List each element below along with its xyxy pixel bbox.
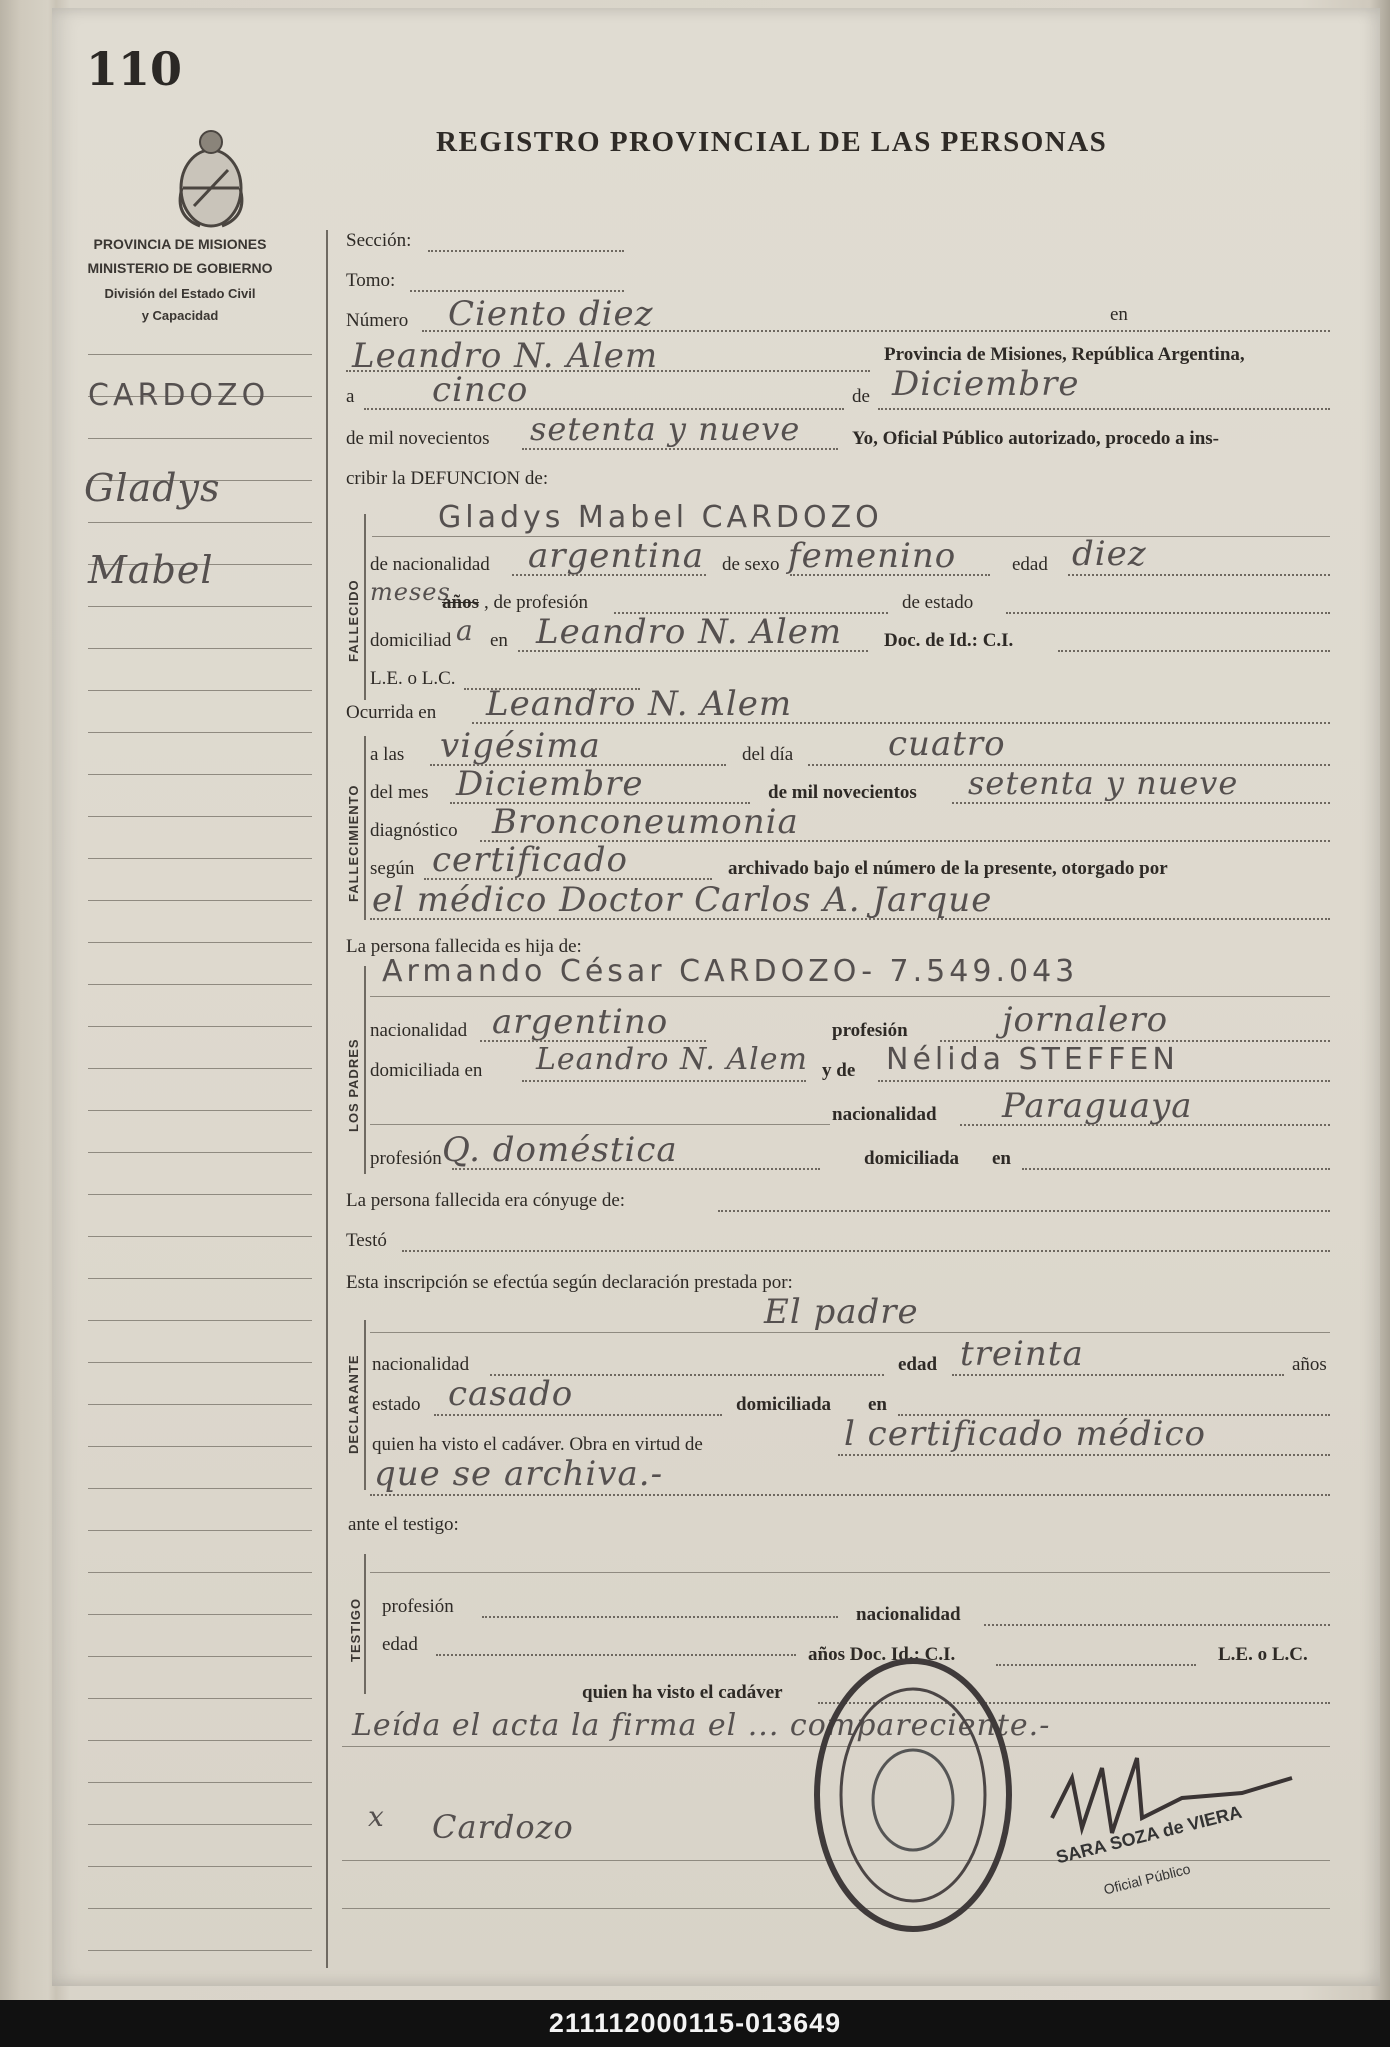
value-padre-nac: argentino: [492, 1002, 669, 1042]
label-numero: Número: [346, 310, 409, 331]
value-dia-fallec: cuatro: [888, 724, 1006, 764]
label-anos: años: [442, 592, 479, 613]
padres-bracket: [364, 966, 366, 1174]
margin-rule-line: [88, 1446, 312, 1447]
field-testigo-edad: [436, 1654, 796, 1656]
field-decl-estado: [434, 1414, 722, 1416]
margin-rule-line: [88, 1740, 312, 1741]
label-mil-novecientos-2: de mil novecientos: [768, 782, 917, 803]
label-en-f: en: [490, 630, 508, 651]
margin-rule-line: [88, 522, 312, 523]
label-nacionalidad-p: nacionalidad: [370, 1020, 468, 1041]
section-padres: LOS PADRES: [346, 1038, 361, 1132]
label-inscripcion: Esta inscripción se efectúa según declaración prestada por:: [346, 1272, 793, 1293]
field-padre: [370, 996, 1330, 997]
margin-rule-line: [88, 354, 312, 355]
label-diagnostico: diagnóstico: [370, 820, 458, 841]
value-padre-prof: jornalero: [1002, 1000, 1169, 1040]
value-nota: Leída el acta la firma el ... compareciente.-: [352, 1708, 1051, 1743]
value-declarante: El padre: [764, 1292, 919, 1332]
field-en: [1144, 330, 1330, 332]
value-edad: diez: [1072, 534, 1147, 574]
section-declarante: DECLARANTE: [346, 1354, 361, 1454]
value-hora: vigésima: [440, 726, 601, 766]
margin-rule-line: [88, 1950, 312, 1951]
field-testigo-prof: [482, 1616, 838, 1618]
value-ocurrida: Leandro N. Alem: [486, 684, 793, 724]
field-obra-1: [838, 1454, 1330, 1456]
label-le-lc: L.E. o L.C.: [370, 668, 456, 689]
stamp-title: Oficial Público: [1102, 1860, 1192, 1898]
label-nacionalidad-d: nacionalidad: [372, 1354, 470, 1375]
value-decl-edad: treinta: [960, 1334, 1084, 1374]
value-padre: Armando César CARDOZO- 7.549.043: [382, 954, 1079, 989]
value-obra-2: que se archiva.-: [374, 1454, 664, 1494]
field-madre-prof: [452, 1168, 820, 1170]
margin-rule-line: [88, 1068, 312, 1069]
field-testigo-doc: [996, 1664, 1196, 1666]
label-conyuge: La persona fallecida era cónyuge de:: [346, 1190, 626, 1211]
label-mil-novecientos: de mil novecientos: [346, 428, 490, 449]
label-a: a: [346, 386, 355, 407]
field-declarante: [370, 1332, 1330, 1333]
label-sexo: de sexo: [722, 554, 780, 575]
field-testo: [402, 1250, 1330, 1252]
field-anio: [522, 448, 838, 450]
value-diagnostico: Bronconeumonia: [492, 802, 799, 842]
margin-rule-line: [88, 900, 312, 901]
margin-rule-line: [88, 1530, 312, 1531]
margin-given-2: Mabel: [88, 548, 214, 592]
margin-rule-line: [88, 774, 312, 775]
field-sexo: [790, 574, 990, 576]
barcode-label: 211112000115-013649: [0, 2000, 1390, 2047]
value-numero: Ciento diez: [448, 294, 654, 334]
margin-rule-line: [88, 1824, 312, 1825]
field-edad: [1068, 574, 1330, 576]
margin-rule-line: [88, 1320, 312, 1321]
signature-declarante: Cardozo: [432, 1808, 574, 1846]
label-nacionalidad-f: de nacionalidad: [370, 554, 490, 575]
field-obra-2: [370, 1494, 1330, 1496]
label-profesion-p: profesión: [832, 1020, 908, 1041]
document-title: REGISTRO PROVINCIAL DE LAS PERSONAS: [436, 126, 1108, 158]
label-hija-de: La persona fallecida es hija de:: [346, 936, 582, 957]
page-number: 110: [86, 42, 183, 96]
margin-rule-line: [88, 1614, 312, 1615]
value-medico: el médico Doctor Carlos A. Jarque: [372, 880, 993, 920]
margin-rule-line: [88, 1782, 312, 1783]
margin-rule-line: [88, 732, 312, 733]
margin-divider: [326, 230, 328, 1968]
label-quien-visto-2: quien ha visto el cadáver: [582, 1682, 783, 1703]
field-madre-nac: [960, 1124, 1330, 1126]
margin-rule-line: [88, 648, 312, 649]
value-meses: meses: [370, 578, 451, 606]
margin-rule-line: [88, 1488, 312, 1489]
label-anos-d: años: [1292, 1354, 1327, 1375]
value-madre: Nélida STEFFEN: [886, 1042, 1179, 1077]
margin-rule-line: [88, 1362, 312, 1363]
margin-rule-line: [88, 984, 312, 985]
field-madre-dom: [1022, 1168, 1330, 1170]
official-seal-icon: [808, 1650, 1018, 1940]
org-line-3: División del Estado Civil: [104, 286, 256, 301]
label-domiciliada-d: domiciliada: [736, 1394, 832, 1415]
label-del-mes: del mes: [370, 782, 429, 803]
field-decl-edad: [952, 1374, 1284, 1376]
org-line-1: PROVINCIA DE MISIONES: [93, 236, 267, 252]
section-fallecimiento: FALLECIMIENTO: [346, 784, 361, 902]
field-padres-extra: [370, 1124, 830, 1125]
value-lugar: Leandro N. Alem: [352, 336, 659, 376]
label-le-lc-t: L.E. o L.C.: [1218, 1644, 1308, 1665]
label-profesion-m: profesión: [370, 1148, 442, 1169]
value-mes: Diciembre: [892, 364, 1080, 404]
org-line-4: y Capacidad: [141, 308, 219, 323]
margin-rule-line: [88, 858, 312, 859]
label-domiciliada-m: domiciliada: [864, 1148, 960, 1169]
label-yo-oficial: Yo, Oficial Público autorizado, procedo a ins-: [852, 428, 1219, 449]
margin-rule-line: [88, 1908, 312, 1909]
margin-rule-line: [88, 1866, 312, 1867]
field-tomo: [410, 290, 624, 292]
margin-rule-line: [88, 690, 312, 691]
label-edad-d: edad: [898, 1354, 938, 1375]
label-profesion-f: , de profesión: [484, 592, 588, 613]
value-nacionalidad: argentina: [528, 536, 705, 576]
label-seccion: Sección:: [346, 230, 412, 251]
label-en: en: [1110, 304, 1128, 325]
value-madre-nac: Paraguaya: [1002, 1086, 1193, 1126]
label-nacionalidad-m: nacionalidad: [832, 1104, 937, 1125]
value-dom-sufijo: a: [456, 614, 474, 647]
value-segun: certificado: [432, 840, 628, 880]
margin-rule-line: [88, 1152, 312, 1153]
label-domiciliada-p: domiciliada en: [370, 1060, 483, 1081]
margin-rule-line: [88, 1572, 312, 1573]
label-testo: Testó: [346, 1230, 387, 1251]
label-segun: según: [370, 858, 415, 879]
coat-of-arms-icon: [170, 126, 252, 236]
margin-rule-line: [88, 1698, 312, 1699]
field-estado: [1006, 612, 1330, 614]
margin-rule-line: [88, 1110, 312, 1111]
section-fallecido: FALLECIDO: [346, 579, 361, 662]
org-line-2: MINISTERIO DE GOBIERNO: [87, 260, 273, 276]
fallecimiento-bracket: [364, 736, 366, 920]
field-nacionalidad: [512, 574, 706, 576]
label-edad: edad: [1012, 554, 1048, 575]
fallecido-bracket: [364, 514, 366, 700]
label-y-de: y de: [822, 1060, 856, 1081]
label-en-m: en: [992, 1148, 1011, 1169]
field-padre-dom: [522, 1080, 806, 1082]
label-anos-doc: años Doc. Id.: C.I.: [808, 1644, 956, 1665]
field-numero: [422, 330, 1142, 332]
testigo-bracket: [364, 1554, 366, 1694]
label-domiciliad: domiciliad: [370, 630, 452, 651]
value-domicilio: Leandro N. Alem: [536, 612, 843, 652]
label-ocurrida: Ocurrida en: [346, 702, 437, 723]
margin-rule-line: [88, 816, 312, 817]
value-mes-fallec: Diciembre: [456, 764, 644, 804]
label-del-dia: del día: [742, 744, 794, 765]
field-domicilio: [518, 650, 868, 652]
margin-surname: CARDOZO: [88, 378, 270, 413]
margin-given-1: Gladys: [84, 466, 221, 510]
signature-x: x: [368, 1800, 385, 1833]
field-testigo-nombre: [370, 1572, 1330, 1573]
label-estado-f: de estado: [902, 592, 974, 613]
margin-rule-line: [88, 438, 312, 439]
value-dia: cinco: [432, 370, 529, 410]
field-madre: [878, 1080, 1330, 1082]
label-provincia: Provincia de Misiones, República Argentina,: [884, 344, 1245, 365]
value-nombre: Gladys Mabel CARDOZO: [438, 500, 883, 535]
value-padre-dom: Leandro N. Alem: [536, 1042, 808, 1077]
label-ante-testigo: ante el testigo:: [348, 1514, 459, 1535]
field-conyuge: [718, 1210, 1330, 1212]
field-lugar: [346, 370, 870, 372]
register-page: [52, 8, 1380, 1986]
field-seccion: [428, 250, 624, 252]
label-de: de: [852, 386, 870, 407]
label-estado-d: estado: [372, 1394, 421, 1415]
label-cribir: cribir la DEFUNCION de:: [346, 468, 549, 489]
margin-rule-line: [88, 606, 312, 607]
value-anio: setenta y nueve: [530, 410, 801, 448]
field-doc-id: [1058, 650, 1330, 652]
label-doc-id: Doc. de Id.: C.I.: [884, 630, 1014, 651]
value-obra-1: l certificado médico: [844, 1414, 1206, 1454]
field-medico: [370, 918, 1330, 920]
margin-rule-line: [88, 1278, 312, 1279]
value-anio-fallec: setenta y nueve: [968, 764, 1239, 802]
field-mes: [878, 408, 1330, 410]
stamp-name: SARA SOZA de VIERA: [1054, 1801, 1244, 1868]
label-tomo: Tomo:: [346, 270, 396, 291]
label-a-las: a las: [370, 744, 405, 765]
label-en-d: en: [868, 1394, 887, 1415]
margin-rule-line: [88, 1404, 312, 1405]
label-archivado: archivado bajo el número de la presente, otorgado por: [728, 858, 1168, 879]
margin-rule-line: [88, 1026, 312, 1027]
label-quien-visto: quien ha visto el cadáver. Obra en virtud de: [372, 1434, 703, 1455]
margin-rule-line: [88, 942, 312, 943]
declarante-bracket: [364, 1320, 366, 1490]
value-decl-estado: casado: [448, 1374, 574, 1414]
value-madre-prof: Q. doméstica: [442, 1130, 678, 1170]
margin-rule-line: [88, 1236, 312, 1237]
margin-rule-line: [88, 1656, 312, 1657]
value-sexo: femenino: [788, 536, 957, 576]
field-anio-fallec: [952, 802, 1330, 804]
label-profesion-t: profesión: [382, 1596, 454, 1617]
field-testigo-nac: [984, 1624, 1330, 1626]
label-nacionalidad-t: nacionalidad: [856, 1604, 961, 1625]
margin-rule-line: [88, 1194, 312, 1195]
section-testigo: TESTIGO: [348, 1597, 363, 1662]
label-edad-t: edad: [382, 1634, 418, 1655]
